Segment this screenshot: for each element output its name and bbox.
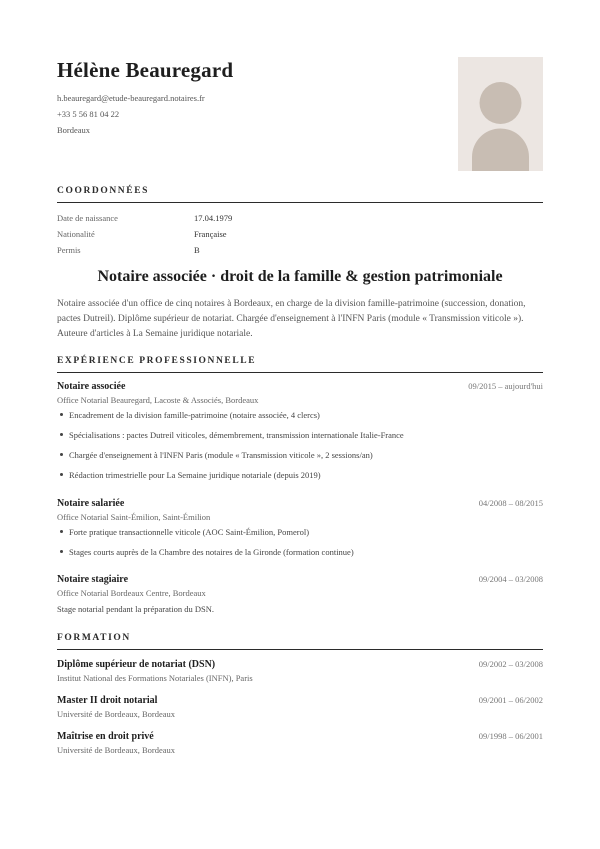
entry-organization: Office Notarial Bordeaux Centre, Bordeaux [57,588,206,598]
experience-entry [57,498,543,567]
coord-label: Nationalité [57,229,95,239]
entry-title: Notaire stagiaire [57,574,129,585]
coord-row [57,210,543,226]
professional-headline: Notaire associée · droit de la famille & gestion patrimoniale [97,268,503,285]
entry-title: Notaire salariée [57,498,125,509]
formation-entry [57,695,543,719]
formation-entry [57,731,543,755]
bullet-item: Stages courts auprès de la Chambre des notaires de la Gironde (formation continue) [69,547,543,557]
entry-date: 09/2004 – 03/2008 [478,574,543,584]
bullet-item: Spécialisations : pactes Dutreil viticoles, démembrement, transmission internationale Italie-France [69,430,543,440]
entry-date: 09/2015 – aujourd'hui [468,381,543,391]
formation-entry [57,659,543,683]
entry-title: Maîtrise en droit privé [57,731,154,742]
entry-organization: Office Notarial Beauregard, Lacoste & Associés, Bordeaux [57,395,259,405]
bullet-item: Forte pratique transactionnelle viticole (AOC Saint-Émilion, Pomerol) [69,527,543,537]
profile-summary: Notaire associée d'un office de cinq notaires à Bordeaux, en charge de la division famille-patrimoine (succession, donation, pactes Dutreil). Diplôme supérieur de notariat. Chargée d'enseignement à l'INFN Paris (module « Transmission viticole »). Auteure d'articles à La Semaine juridique notariale. [57,299,526,339]
section-heading-experience: EXPÉRIENCE PROFESSIONNELLE [57,356,543,373]
coord-label: Permis [57,245,81,255]
contact-block [57,90,205,138]
coord-label: Date de naissance [57,213,118,223]
bullet-item: Rédaction trimestrielle pour La Semaine juridique notariale (depuis 2019) [69,470,543,480]
entry-date: 09/1998 – 06/2001 [478,731,543,741]
entry-organization: Institut National des Formations Notariales (INFN), Paris [57,673,253,683]
coord-row [57,242,543,258]
coordonnees-table [57,210,543,258]
entry-description: Stage notarial pendant la préparation du DSN. [57,604,214,614]
entry-bullets [57,410,543,480]
entry-organization: Office Notarial Saint-Émilion, Saint-Émilion [57,512,211,522]
section-heading-coordonnees: COORDONNÉES [57,186,543,203]
entry-title: Master II droit notarial [57,695,158,706]
coord-value: Française [194,229,227,239]
coord-value: 17.04.1979 [194,213,233,223]
entry-title: Notaire associée [57,381,126,392]
coord-value: B [194,245,200,255]
bullet-item: Encadrement de la division famille-patrimoine (notaire associée, 4 clercs) [69,410,543,420]
experience-entry [57,381,543,490]
email-text[interactable]: h.beauregard@etude-beauregard.notaires.fr [57,93,205,103]
entry-date: 09/2002 – 03/2008 [478,659,543,669]
entry-bullets [57,527,543,557]
person-avatar-icon [458,57,543,171]
city-text: Bordeaux [57,125,91,135]
entry-organization: Université de Bordeaux, Bordeaux [57,709,176,719]
entry-organization: Université de Bordeaux, Bordeaux [57,745,176,755]
section-heading-formation: FORMATION [57,633,543,650]
entry-date: 04/2008 – 08/2015 [478,498,543,508]
entry-date: 09/2001 – 06/2002 [478,695,543,705]
bullet-item: Chargée d'enseignement à l'INFN Paris (module « Transmission viticole », 2 sessions/an) [69,450,543,460]
coord-row [57,226,543,242]
experience-entry [57,574,543,614]
entry-title: Diplôme supérieur de notariat (DSN) [57,659,216,670]
candidate-name: Hélène Beauregard [57,58,234,82]
phone-text: +33 5 56 81 04 22 [57,109,120,119]
